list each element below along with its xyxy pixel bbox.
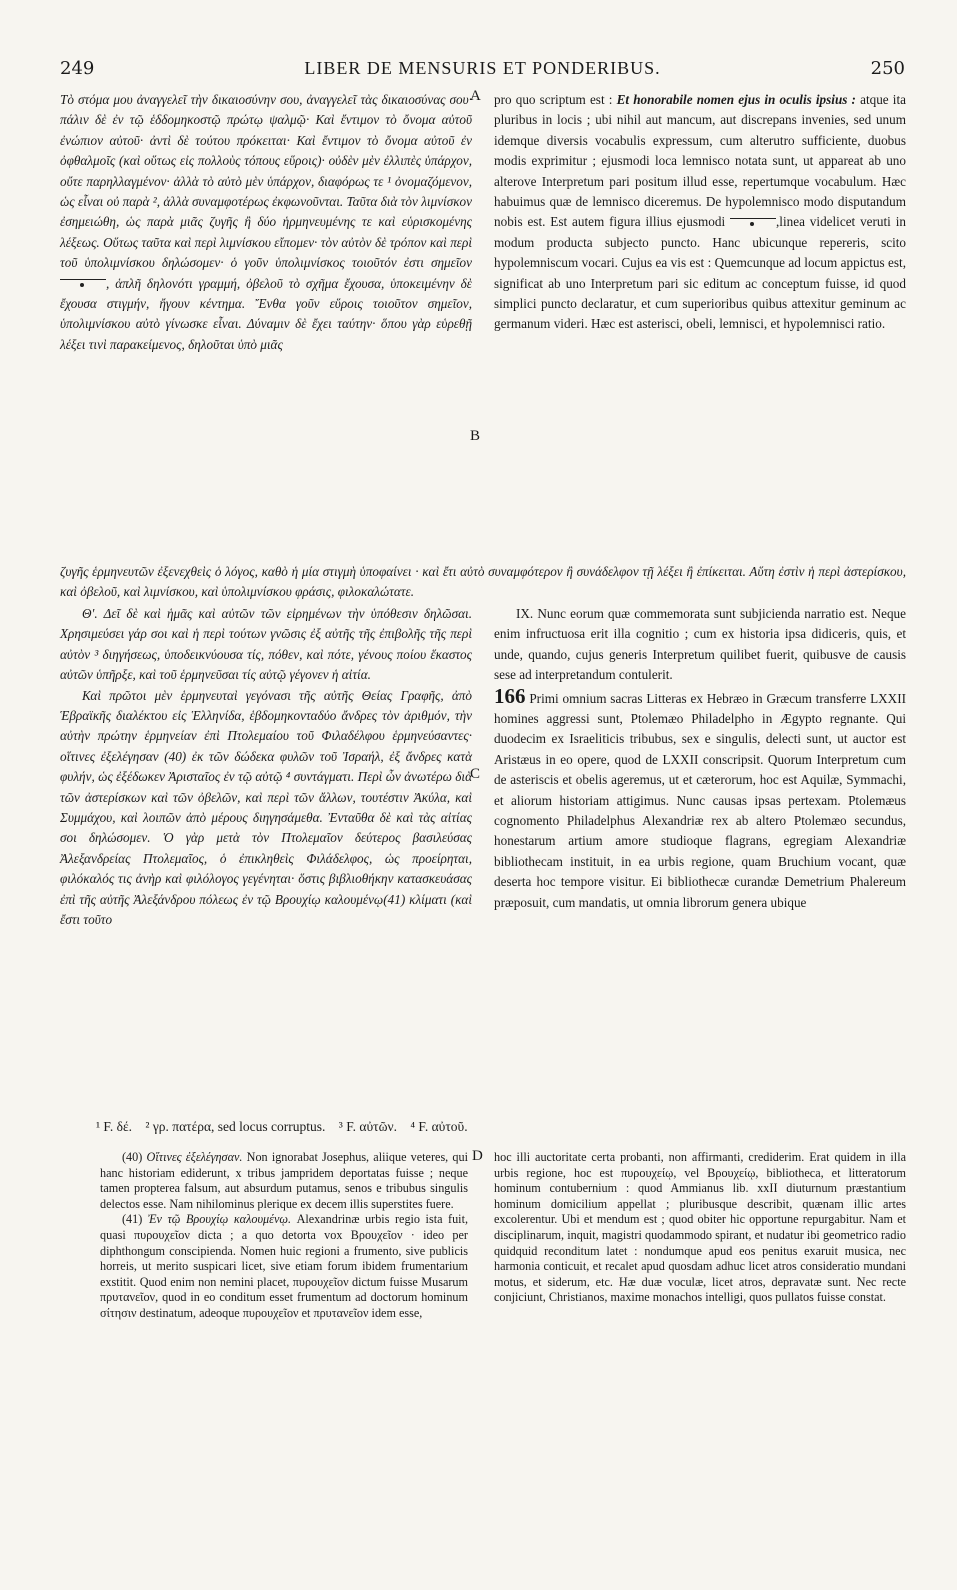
hypolemniscus-symbol-latin (730, 218, 776, 229)
running-header (60, 58, 905, 82)
footnote-1: ¹ F. δέ. (96, 1119, 133, 1134)
note-41: (41) Ἐν τῷ Βρουχίῳ καλουμένῳ. Alexandrinæ urbis regio ista fuit, quasi πυρουχεῖον dicta ; a quo detorta vox Βρουχεῖον · ideo per diphthongum conscipienda. Nomen huic regioni a frumento, sive publicis horreis, ut merito suspicari licet, sive etiam forum ibidem frumentarium exstitit. Quod enim non nemini placet, πυρουχεῖον dictum fuisse Musarum πρυτανεῖον, quod in eo conditum esset frumentum ad doctorum hominum σίτησιν destinatum, adeoque πυρουχεῖον et πρυτανεῖον idem esse, (100, 1212, 468, 1320)
latin-column-top (494, 90, 906, 335)
footnote-4: ⁴ F. αὐτοῦ. (410, 1119, 468, 1134)
commentary-right (494, 1150, 906, 1306)
margin-letter-c: C (470, 766, 481, 782)
margin-letter-d: D (472, 1148, 483, 1164)
latin-paragraph-translators: Primi omnium sacras Litteras ex Hebræo in Græcum transferre LXXII homines aggressi sunt, Ptolemæo Philadelpho in Ægypto regnante. Qui duodecim ex Israeliticis tribubus, sex e singulis, delecti sunt, ut auctor est Aristæus in eo opere, quod de LXXII conscripsit. Quorum Interpretum cum de asteriscis et obelis ageremus, ut et cæterorum, hoc est Aquilæ, Symmachi, et aliorum historiam attigimus. Nunc causas ipsas pertexam. Ptolemæus cognomento Philadelphus Alexandriæ rex ab altero Ptolemæo secundus, honestarum artium amore studioque flagrans, egregiam Alexandriæ bibliothecam instituit, in ea urbis regione, quam Bruchium vocant, quæ deserta hoc tempore visitur. Ei bibliothecæ curandæ Demetrium Phalereum præposuit, cum mandatis, ut omnia librorum genera ubique (494, 690, 906, 910)
page-number-right: 250 (870, 58, 905, 79)
latin-paragraph-ix: IX. Nunc eorum quæ commemorata sunt subjicienda narratio est. Neque enim infructuosa erit illa cognitio ; cum ex historia ipsa didiceris, quis, et unde, quando, cujus generis Interpretum quilibet fuerit, quibusve de causis sese ad interpretandum contulerit. (494, 606, 906, 683)
greek-paragraph-translators: Καὶ πρῶτοι μὲν ἑρμηνευταὶ γεγόνασι τῆς αὐτῆς Θείας Γραφῆς, ἀπὸ Ἑβραϊκῆς διαλέκτου εἰς Ἑλληνίδα, ἑβδομηκονταδύο ἄνδρες τὸν ἀριθμόν, τὴν αὐτὴν πρώτην ἑρμηνείαν ἐπὶ Πτολεμαίου τοῦ Φιλαδέλφου ἑρμηνεύσαντες· οἵτινες ἐξελέγησαν (40) ἐκ τῶν δώδεκα φυλῶν τοῦ Ἰσραήλ, ἐξ ἄνδρες κατὰ φυλήν, ὡς ἐξέδωκεν Ἀρισταῖος ἐν τῷ αὐτῷ ⁴ συντάγματι. Περὶ ὧν ἀνωτέρω διὰ τῶν ἀστερίσκων καὶ τῶν ὀβελῶν, καὶ περὶ τῶν ἄλλων, τουτέστιν Ἀκύλα, καὶ Συμμάχου, καὶ λοιπῶν ἀπὸ μέρους διηγησάμεθα. Ἐνταῦθα δὲ καὶ τὰς αἰτίας σοι δηλώσομεν. Ὁ γὰρ μετὰ τὸν Πτολεμαῖον δεύτερος βασιλεύσας Ἀλεξανδρείας Πτολεμαῖος, ὁ ἐπικληθεὶς Φιλάδελφος, ὡς προείρηται, φιλόκαλός τις ἀνὴρ καὶ φιλόλογος γεγένηται· ὅστις βιβλιοθήκην κατασκευάσας ἐπὶ τῆς αὐτῆς Ἀλεξάνδρου πόλεως ἐν τῷ Βρουχίῳ καλουμένῳ(41) κλίματι (καὶ ἔστι τοῦτο (60, 687, 472, 928)
greek-text-top-1: Τὸ στόμα μου ἀναγγελεῖ τὴν δικαιοσύνην σου, ἀναγγελεῖ τὰς δικαιοσύνας σου· πάλιν δὲ ἐν τῷ ἑδδομηκοστῷ πρώτῳ ψαλμῷ· Καὶ ἔντιμον τὸ ὄνομα αὐτοῦ ἐνώπιον αὐτοῦ· ἀντὶ δὲ τούτου πρόκειται· Καὶ ἔντιμον τὸ ὄνομα αὐτοῦ ἐν ὀφθαλμοῖς (καὶ οὕτως εἰς πολλοὺς τόπους εὕροις)· οὐδὲν μὲν ἐλλιπὲς ὑπάρχον, οὔτε παρηλλαγμένον· ἀλλὰ τὸ αὐτὸ μὲν ὑπάρχον, διαφόρως τε ¹ ὀνομαζόμενον, ὡς εἶναι οὐ παρὰ ², ἀλλὰ συναμφοτέρως ἐκφωνοῦνται. Ταῦτα διὰ τὸν λιμνίσκον ἐσημειώθη, ὡς παρὰ μιᾶς ζυγῆς ἢ δύο ἡρμηνευμένης τε καὶ εὑρισκομένης λέξεως. Οὕτως ταῦτα καὶ περὶ λιμνίσκου εἴπομεν· τὸν αὐτὸν δὲ τρόπον καὶ περὶ τοῦ ὑπολιμνίσκου δηλώσομεν· ὁ γοῦν ὑπολιμνίσκος τοιοῦτόν ἐστι σημεῖον (60, 92, 472, 271)
latin-text-top-2: atque ita pluribus in locis ; ubi nihil aut mancum, aut discrepans invenies, sed unum idemque diversis vocabulis expressum, cum alterutro sufficiente, duobus modis exprimitur ; ejusmodi loca lemnisco notata sunt, ut appareat ab uno alterove Interpretum pari positum illud esse, repertumque vocabulum. Hæc habuimus quæ de lemnisco diceremus. De hypolemnisco modo disputandum nobis est. Est autem figura illius ejusmodi (494, 92, 906, 230)
latin-text-top-3: ,linea videlicet veruti in modum producta subjecto puncto. Hanc ubicunque repereris, scito hypolemniscum vocari. Cujus ea vis est : Quemcunque ad locum appictus est, significat ab uno Interpretum pari sic editum ac conceptum fuisse, id quod simplici puncto declaratur, et cum superioribus quibus attexitur geminum ac germanum videri. Hæc est asterisci, obeli, lemnisci, et hypolemnisci ratio. (494, 214, 906, 332)
page-number-left: 249 (60, 58, 95, 79)
greek-paragraph-ix: Θ'. Δεῖ δὲ καὶ ἡμᾶς καὶ αὐτῶν τῶν εἰρημένων τὴν ὑπόθεσιν δηλῶσαι. Χρησιμεύσει γάρ σοι καὶ ἡ περὶ τούτων γνῶσις ἐξ αὐτῆς τῆς ἐπιβολῆς τῆς περὶ αὐτὸν ³ διηγήσεως, ὑποδεικνύουσα τίς, πόθεν, καὶ πότε, γένους ποίου ἕκαστος αὐτῶν ὑπῆρξε, καὶ τοῦ ἑρμηνεῦσαι τίς αὐτῷ γέγονεν ἡ αἰτία. (60, 606, 472, 683)
latin-text-top-1: pro quo scriptum est : (494, 92, 617, 107)
latin-column-bottom (494, 604, 906, 913)
footnote-3: ³ F. αὐτῶν. (338, 1119, 397, 1134)
margin-letter-b: B (470, 428, 481, 444)
hypolemniscus-symbol (60, 279, 106, 290)
note-continuation: hoc illi auctoritate certa probanti, non affirmanti, crediderim. Erat quidem in illa urbis regione, hoc est πυρουχείῳ, vel Βρουχείῳ, bibliotheca, et litteratorum hominum contubernium : quod Ammianus lib. xxII diuturnum præstantium hominum domicilium appellat ; pluribusque describit, quænam illic artes excolerentur. Ubi et mendum est ; quod obiter hic opportune repurgabitur. Nam et disciplinarum, inquit, magistri quodammodo spirant, et nudatur ibi geometrico radio quidquid reconditum latet : nondumque apud eos penitus exaruit musica, nec harmonia conticuit, et recalet apud quosdam adhuc licet atros consideratio mundani motus, et siderum, etc. Hæ duæ voculæ, licet atros, depravatæ sunt. Nec recte conjiciunt, Christianos, maxime monachos intelligi, quos pullatos fuisse constat. (494, 1150, 906, 1305)
note-40: (40) Οἵτινες ἐξελέγησαν. Non ignorabat Josephus, aliique veteres, qui hanc historiam ediderunt, x tribus jampridem deportatas fuisse ; neque tamen propterea falsum, aut absurdum putamus, senos e tribubus singulis delectos esse. Nam nihilominus plerique ex decem illis superstites fuere. (100, 1150, 469, 1211)
footnotes (96, 1119, 478, 1135)
margin-letter-a: A (470, 88, 481, 104)
latin-quote: Et honorabile nomen ejus in oculis ipsius : (616, 92, 856, 107)
footnote-2: ² γρ. πατέρα, sed locus corruptus. (145, 1119, 326, 1134)
running-title: LIBER DE MENSURIS ET PONDERIBUS. (304, 58, 661, 78)
greek-column-bottom (60, 604, 472, 931)
full-width-greek-line: ζυγῆς ἑρμηνευτῶν ἐξενεχθεὶς ὁ λόγος, καθὸ ἡ μία στιγμὴ ὑποφαίνει · καὶ ἔτι αὐτὸ συναμφότερον ἢ συνάδελφον τῇ λέξει ἢ ἐπίκειται. Αὕτη ἐστὶν ἡ περὶ ἀστερίσκου, καὶ ὀβελοῦ, καὶ λιμνίσκου, καὶ ὑπολιμνίσκου φράσις, φιλοκαλώτατε. (60, 564, 906, 600)
column-number: 166 (494, 683, 526, 708)
greek-text-top-2: , ἁπλῆ δηλονότι γραμμή, ὀβελοῦ τὸ σχῆμα ἔχουσα, ὑποκειμένην δὲ ἔχουσα στιγμήν, ἤγουν κέντημα. Ἔνθα γοῦν εὕροις τοιοῦτον σημεῖον, ὑπολιμνίσκου αὐτὸ γίνωσκε εἶναι. Δύναμιν δὲ ἔχει ταύτην· ὅπου γὰρ εὑρεθῇ λέξει τινὶ παρακείμενος, δηλοῦται ὑπὸ μιᾶς (60, 275, 472, 352)
commentary-left (100, 1150, 468, 1322)
greek-column-top (60, 90, 472, 355)
